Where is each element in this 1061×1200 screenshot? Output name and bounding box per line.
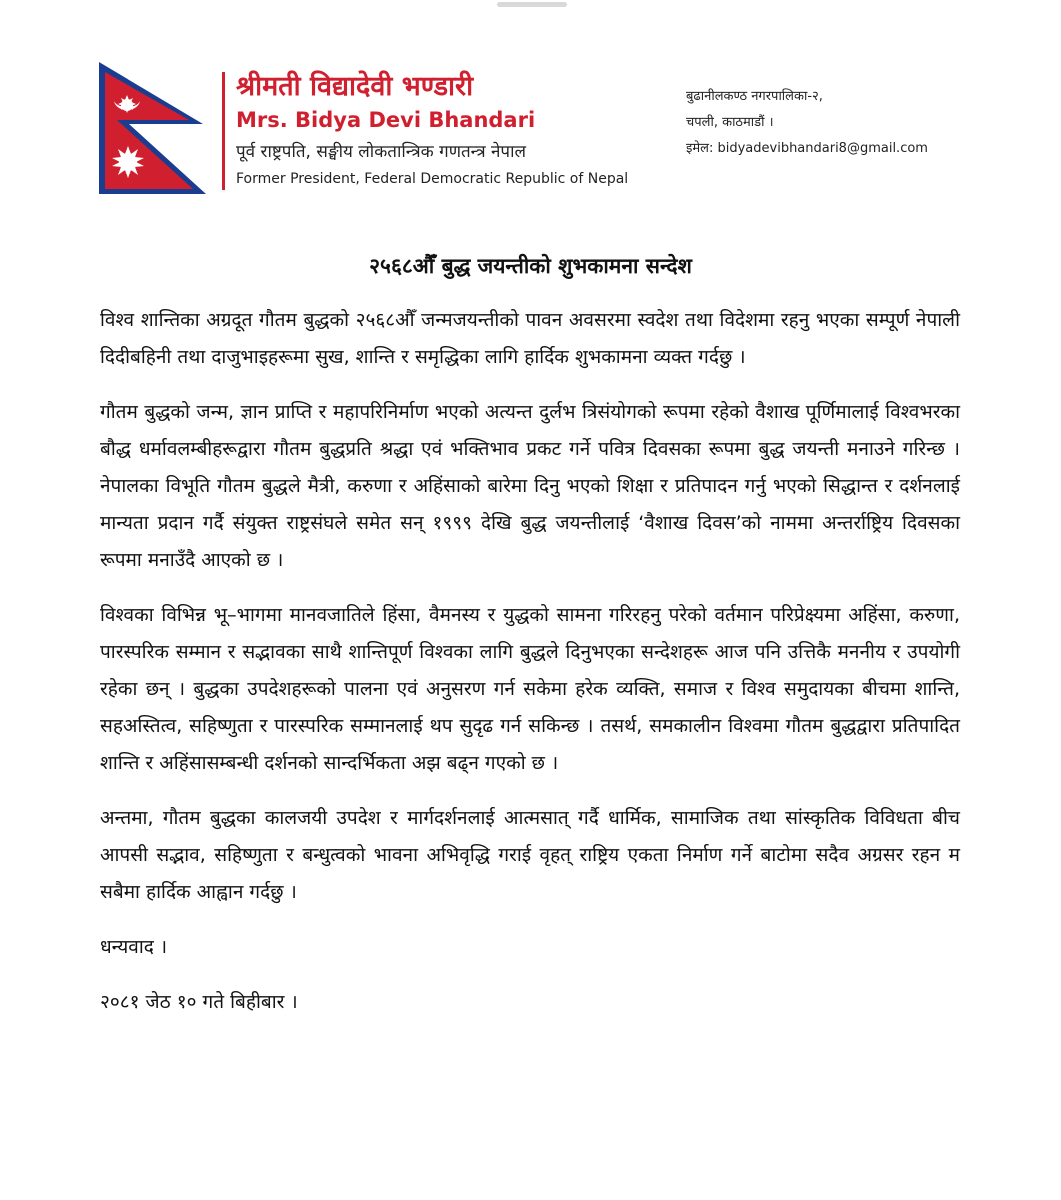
name-nepali: श्रीमती विद्यादेवी भण्डारी [236, 71, 474, 102]
message-date: २०८१ जेठ १० गते बिहीबार । [100, 991, 298, 1013]
title-english: Former President, Federal Democratic Republic of Nepal [236, 171, 629, 187]
paragraph-3: विश्वका विभिन्न भू–भागमा मानवजातिले हिंसा, वैमनस्य र युद्धको सामना गरिरहनु परेको वर्तमान परिप्रेक्ष्यमा अहिंसा, करुणा, पारस्परिक सम्मान र सद्भावका साथै शान्तिपूर्ण विश्वका लागि बुद्धले दिनुभएका सन्देशहरू आज पनि उत्तिकै मननीय र उपयोगी रहेका छन् । बुद्धका उपदेशहरूको पालना एवं अनुसरण गर्न सकेमा हरेक व्यक्ति, समाज र विश्व समुदायका बीचमा शान्ति, सहअस्तित्व, सहिष्णुता र पारस्परिक सम्मानलाई थप सुदृढ गर्न सकिन्छ । तसर्थ, समकालीन विश्वमा गौतम बुद्धद्वारा प्रतिपादित शान्ति र अहिंसासम्बन्धी दर्शनको सान्दर्भिकता अझ बढ्न गएको छ । [100, 604, 960, 774]
name-english: Mrs. Bidya Devi Bhandari [236, 108, 536, 132]
letterhead-divider [222, 72, 225, 190]
paragraph-2: गौतम बुद्धको जन्म, ज्ञान प्राप्ति र महापरिनिर्माण भएको अत्यन्त दुर्लभ त्रिसंयोगको रूपमा रहेको वैशाख पूर्णिमालाई विश्वभरका बौद्ध धर्मावलम्बीहरूद्वारा गौतम बुद्धप्रति श्रद्धा एवं भक्तिभाव प्रकट गर्ने पवित्र दिवसका रूपमा बुद्ध जयन्ती मनाउने गरिन्छ । नेपालका विभूति गौतम बुद्धले मैत्री, करुणा र अहिंसाको बारेमा दिनु भएको शिक्षा र प्रतिपादन गर्नु भएको सिद्धान्त र दर्शनलाई मान्यता प्रदान गर्दै संयुक्त राष्ट्रसंघले समेत सन् १९९९ देखि बुद्ध जयन्तीलाई ‘वैशाख दिवस’को नाममा अन्तर्राष्ट्रिय दिवसका रूपमा मनाउँदै आएको छ । [100, 401, 960, 571]
title-nepali: पूर्व राष्ट्रपति, सङ्घीय लोकतान्त्रिक गणतन्त्र नेपाल [236, 142, 527, 162]
top-drag-handle [497, 2, 567, 7]
nepal-flag-logo [95, 58, 210, 198]
address-line-2: चपली, काठमाडौं । [686, 115, 774, 130]
paragraph-4: अन्तमा, गौतम बुद्धका कालजयी उपदेश र मार्गदर्शनलाई आत्मसात् गर्दै धार्मिक, सामाजिक तथा सांस्कृतिक विविधता बीच आपसी सद्भाव, सहिष्णुता र बन्धुत्वको भावना अभिवृद्धि गराई वृहत् राष्ट्रिय एकता निर्माण गर्ने बाटोमा सदैव अग्रसर रहन म सबैमा हार्दिक आह्वान गर्दछु । [100, 807, 960, 903]
contact-block [686, 84, 928, 162]
address-line-1: बुढानीलकण्ठ नगरपालिका-२, [686, 89, 823, 104]
email-line: इमेल: bidyadevibhandari8@gmail.com [686, 141, 928, 156]
message-body [100, 302, 960, 1021]
message-heading: २५६८औँ बुद्ध जयन्तीको शुभकामना सन्देश [369, 254, 692, 278]
closing-thanks: धन्यवाद । [100, 936, 168, 958]
letterhead-names [236, 72, 628, 190]
paragraph-1: विश्व शान्तिका अग्रदूत गौतम बुद्धको २५६८औँ जन्मजयन्तीको पावन अवसरमा स्वदेश तथा विदेशमा रहनु भएका सम्पूर्ण नेपाली दिदीबहिनी तथा दाजुभाइहरूमा सुख, शान्ति र समृद्धिका लागि हार्दिक शुभकामना व्यक्त गर्दछु । [100, 309, 960, 368]
